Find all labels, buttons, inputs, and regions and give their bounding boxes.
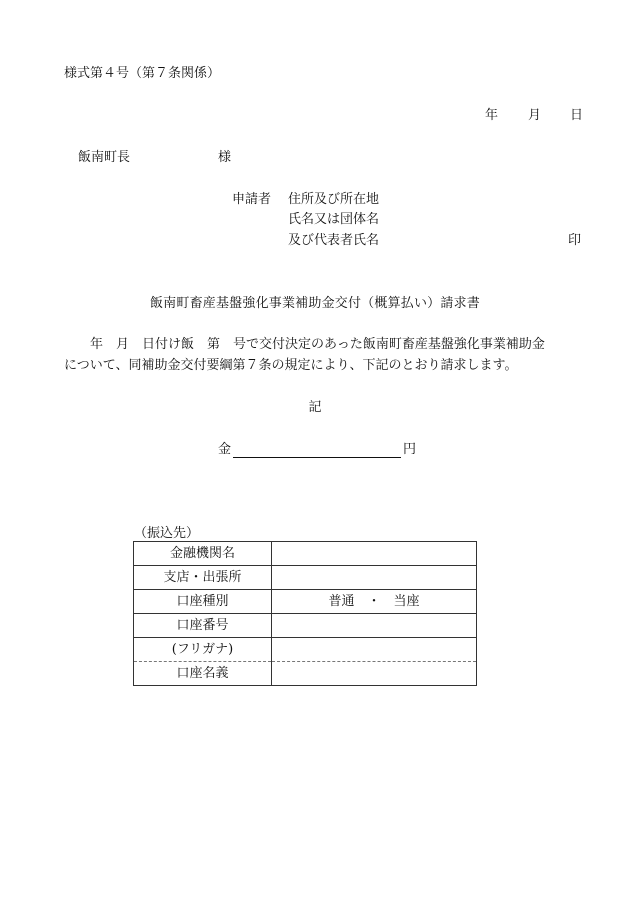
account-type-value: 普通 ・ 当座 — [272, 590, 477, 614]
applicant-name-label: 氏名又は団体名 — [288, 212, 380, 227]
addressee-name: 飯南町長 — [78, 150, 131, 165]
amount-unit: 円 — [403, 442, 417, 457]
document-title: 飯南町畜産基盤強化事業補助金交付（概算払い）請求書 — [149, 296, 480, 311]
form-number: 様式第４号（第７条関係） — [64, 66, 221, 81]
account-holder-label: 口座名義 — [134, 662, 272, 686]
branch-value — [272, 566, 477, 590]
applicant-label: 申請者 — [232, 192, 272, 207]
amount-row — [218, 442, 416, 458]
applicant-address-label: 住所及び所在地 — [288, 192, 380, 207]
account-holder-value — [272, 662, 477, 686]
amount-label: 金 — [218, 442, 232, 457]
furigana-label: (フリガナ) — [134, 638, 272, 662]
body-line-2: について、同補助金交付要綱第７条の規定により、下記のとおり請求します。 — [64, 358, 518, 373]
date-day: 日 — [570, 108, 584, 123]
table-row — [134, 614, 477, 638]
date-year: 年 — [485, 108, 499, 123]
table-row — [134, 566, 477, 590]
branch-label: 支店・出張所 — [134, 566, 272, 590]
seal-mark: 印 — [568, 233, 582, 248]
table-row — [134, 662, 477, 686]
account-type-label: 口座種別 — [134, 590, 272, 614]
bank-caption: （振込先） — [134, 526, 200, 541]
bank-table — [133, 541, 477, 686]
bank-name-label: 金融機関名 — [134, 542, 272, 566]
table-row — [134, 638, 477, 662]
ki-heading: 記 — [308, 400, 322, 415]
addressee-honorific: 様 — [218, 150, 232, 165]
request-body — [64, 334, 584, 376]
bank-name-value — [272, 542, 477, 566]
applicant-representative-label: 及び代表者氏名 — [288, 233, 380, 248]
body-line-1: 年 月 日付け飯 第 号で交付決定のあった飯南町畜産基盤強化事業補助金 — [90, 337, 545, 352]
date-month: 月 — [528, 108, 542, 123]
table-row — [134, 590, 477, 614]
furigana-value — [272, 638, 477, 662]
amount-blank-line — [233, 443, 401, 458]
account-number-label: 口座番号 — [134, 614, 272, 638]
table-row — [134, 542, 477, 566]
account-number-value — [272, 614, 477, 638]
